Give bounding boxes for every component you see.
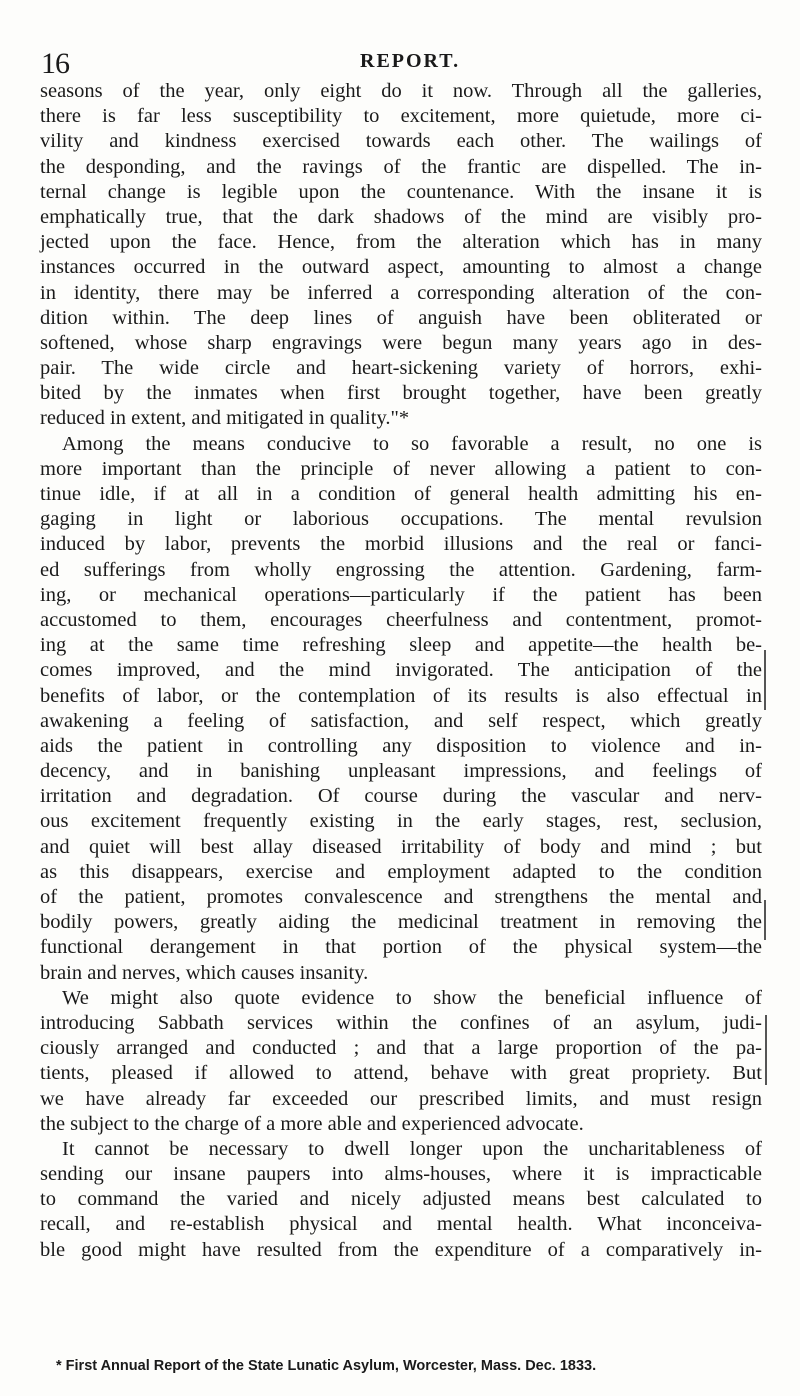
text-line: instances occurred in the outward aspect, amounting to almost a change [40, 256, 762, 279]
text-line: the subject to the charge of a more able and experienced advocate. [40, 1112, 584, 1135]
text-line: there is far less susceptibility to excitement, more quietude, more ci- [40, 105, 762, 128]
text-line: gaging in light or laborious occupations. The mental revulsion [40, 508, 762, 531]
text-line: ciously arranged and conducted ; and that a large proportion of the pa- [40, 1037, 762, 1060]
text-line: benefits of labor, or the contemplation of its results is also effectual in [40, 684, 762, 707]
text-line: ternal change is legible upon the countenance. With the insane it is [40, 180, 762, 203]
text-line: ing at the same time refreshing sleep and appetite—the health be- [40, 634, 762, 657]
text-line: as this disappears, exercise and employment adapted to the condition [40, 860, 762, 883]
text-line: the desponding, and the ravings of the frantic are dispelled. The in- [40, 155, 762, 178]
margin-mark [765, 1015, 767, 1085]
text-line: accustomed to them, encourages cheerfulness and contentment, promot- [40, 608, 762, 631]
text-line: bodily powers, greatly aiding the medicinal treatment in removing the [40, 911, 762, 934]
page-number: 16 [41, 47, 69, 80]
text-line: introducing Sabbath services within the confines of an asylum, judi- [40, 1011, 762, 1034]
text-line: It cannot be necessary to dwell longer upon the uncharitableness of [62, 1137, 762, 1160]
footnote: * First Annual Report of the State Lunatic Asylum, Worcester, Mass. Dec. 1833. [56, 1358, 597, 1374]
text-line: awakening a feeling of satisfaction, and self respect, which greatly [40, 709, 762, 732]
text-line: jected upon the face. Hence, from the alteration which has in many [40, 231, 762, 254]
running-head: REPORT. [360, 50, 461, 72]
text-line: ous excitement frequently existing in the early stages, rest, seclusion, [40, 810, 762, 833]
text-line: pair. The wide circle and heart-sickening variety of horrors, exhi- [40, 357, 762, 380]
body-text [40, 79, 762, 1263]
text-line: comes improved, and the mind invigorated. The anticipation of the [40, 659, 762, 682]
margin-mark [764, 900, 766, 940]
text-line: vility and kindness exercised towards each other. The wailings of [40, 130, 762, 153]
text-line: irritation and degradation. Of course during the vascular and nerv- [40, 785, 762, 808]
text-line: and quiet will best allay diseased irritability of body and mind ; but [40, 835, 762, 858]
text-line: dition within. The deep lines of anguish have been obliterated or [40, 306, 762, 329]
text-line: reduced in extent, and mitigated in quality."* [40, 407, 410, 430]
text-line: functional derangement in that portion of the physical system—the [40, 936, 762, 959]
text-line: recall, and re-establish physical and mental health. What inconceiva- [40, 1213, 762, 1236]
text-line: We might also quote evidence to show the beneficial influence of [62, 986, 762, 1009]
text-line: ble good might have resulted from the expenditure of a comparatively in- [40, 1238, 762, 1261]
text-line: tinue idle, if at all in a condition of general health admitting his en- [40, 483, 762, 505]
text-line: Among the means conducive to so favorable a result, no one is [62, 432, 762, 455]
text-line: in identity, there may be inferred a corresponding alteration of the con- [40, 281, 762, 304]
text-line: sending our insane paupers into alms-houses, where it is impracticable [40, 1163, 762, 1186]
text-line: aids the patient in controlling any disposition to violence and in- [40, 734, 762, 757]
text-line: induced by labor, prevents the morbid illusions and the real or fanci- [40, 533, 762, 556]
text-line: of the patient, promotes convalescence and strengthens the mental and [40, 886, 762, 908]
text-line: ing, or mechanical operations—particularly if the patient has been [40, 583, 762, 606]
text-line: seasons of the year, only eight do it now. Through all the galleries, [40, 80, 762, 102]
text-line: we have already far exceeded our prescribed limits, and must resign [40, 1087, 762, 1110]
text-line: to command the varied and nicely adjusted means best calculated to [40, 1188, 762, 1211]
text-line: bited by the inmates when first brought together, have been greatly [40, 382, 762, 405]
text-line: more important than the principle of never allowing a patient to con- [40, 457, 762, 480]
margin-mark [764, 650, 766, 710]
text-line: tients, pleased if allowed to attend, behave with great propriety. But [40, 1062, 762, 1085]
text-line: ed sufferings from wholly engrossing the attention. Gardening, farm- [40, 558, 762, 581]
text-line: brain and nerves, which causes insanity. [40, 961, 369, 984]
text-line: decency, and in banishing unpleasant impressions, and feelings of [40, 760, 762, 783]
text-line: softened, whose sharp engravings were begun many years ago in des- [40, 331, 762, 354]
text-line: emphatically true, that the dark shadows of the mind are visibly pro- [40, 205, 762, 228]
